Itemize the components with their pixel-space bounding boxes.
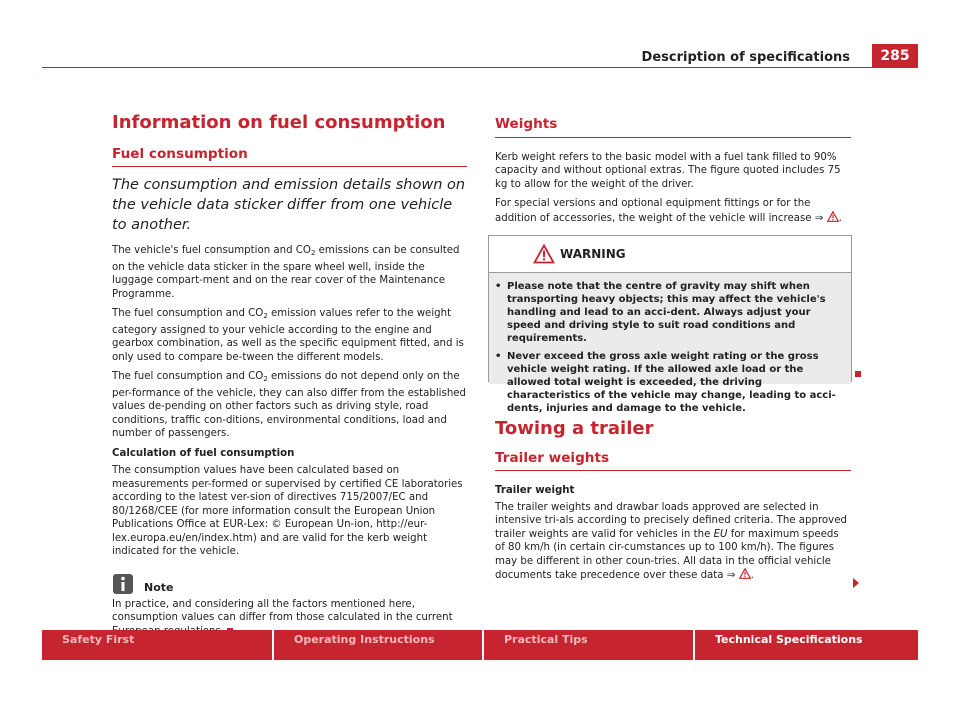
warning-triangle-icon	[739, 568, 751, 579]
warning-triangle-icon	[827, 211, 839, 222]
calc-heading: Calculation of fuel consumption	[112, 447, 295, 459]
trailer-weight-heading: Trailer weight	[495, 485, 575, 496]
section-title-weights: Weights	[495, 116, 558, 132]
footer-tab-operating-instructions[interactable]: Operating Instructions	[274, 630, 482, 660]
note-header	[112, 573, 467, 595]
kerb-weight-paragraph: Kerb weight refers to the basic model with a fuel tank filled to 90% capacity and without optional extras. The figure quoted includes 75 kg to allow for the weight of the driver.	[495, 151, 841, 190]
warning-item: • Never exceed the gross axle weight rating or the gross vehicle weight rating. If the allowed axle load or the allowed total weight is exceeded, the driving characteristics of the vehicle may change, leading to acci-dents, injuries and damage to the vehicle.	[495, 351, 836, 414]
warning-box	[488, 235, 852, 414]
towing-section	[495, 418, 851, 583]
trailer-weights-rule	[495, 470, 851, 471]
calc-paragraph: The consumption values have been calculated based on measurements per-formed or supervised by certified CE laboratories according to the latest ver-sion of directives 715/2007/EC and 80/1268/CEE (for more information consult the European Union Publications Office at EUR-Lex: © European Un-ion, http://eur-lex.europa.eu/en/index.htm) and are valid for the kerb weight indicated for the vehicle.	[112, 465, 463, 557]
subsection-rule	[112, 166, 467, 167]
right-column	[495, 118, 851, 225]
continue-arrow-icon	[852, 578, 860, 588]
header-rule	[42, 67, 918, 68]
paragraph-sticker: The vehicle's fuel consumption and $CO_2$ emissions can be consulted on the vehicle data sticker in the spare wheel well, inside the luggage compart-ment and on the rear cover of the Maintenance Programme.	[112, 245, 460, 300]
accessories-paragraph: For special versions and optional equipment fittings or for the addition of accessories, the weight of the vehicle will increase ⇒ .	[495, 198, 842, 224]
page-number: 285	[872, 44, 918, 68]
trailer-weight-paragraph: The trailer weights and drawbar loads approved are selected in intensive tri-als according to precisely defined criteria. The approved trailer weights are valid for vehicles in the EU for maximum speeds of 80 km/h (in certain cir-cumstances up to 100 km/h). The figures may be different in other coun-tries. All data in the official vehicle documents take precedence over these data ⇒ .	[495, 501, 847, 581]
left-column	[112, 112, 467, 638]
lead-paragraph: The consumption and emission details shown on the vehicle data sticker differ from one vehicle to another.	[112, 177, 466, 233]
running-header-title: Description of specifications	[641, 50, 850, 65]
warning-header	[489, 236, 851, 273]
weights-rule	[495, 137, 851, 138]
section-title-towing: Towing a trailer	[495, 418, 654, 439]
subsection-title-fuel-consumption: Fuel consumption	[112, 145, 248, 162]
end-of-section-marker	[855, 371, 861, 377]
footer-tab-technical-specifications[interactable]: Technical Specifications	[695, 630, 918, 660]
info-note-icon	[112, 573, 134, 595]
warning-body	[489, 273, 851, 414]
paragraph-weight-category: The fuel consumption and $CO_2$ emission values refer to the weight category assigned to your vehicle according to the engine and gearbox combination, as well as the specific equipment fitted, and is only used to compare be-tween the different models.	[112, 308, 464, 363]
paragraph-factors: The fuel consumption and $CO_2$ emissions do not depend only on the per-formance of the vehicle, they can also differ from the established values de-pending on other factors such as driving style, road conditions, traffic con-ditions, environmental conditions, load and number of passengers.	[112, 371, 467, 439]
footer-tab-practical-tips[interactable]: Practical Tips	[484, 630, 693, 660]
warning-item: • Please note that the centre of gravity may shift when transporting heavy objects; this may affect the vehicle's handling and lead to an acci-dent. Always adjust your speed and driving style to suit road conditions and requirements.	[495, 281, 826, 344]
note-text: In practice, and considering all the factors mentioned here, consumption values can differ from those calculated in the current	[112, 598, 467, 639]
footer-tab-safety-first[interactable]: Safety First	[42, 630, 272, 660]
warning-label: WARNING	[560, 247, 626, 261]
note-label: Note	[144, 581, 174, 594]
warning-triangle-icon	[533, 244, 555, 264]
section-title-fuel: Information on fuel consumption	[112, 112, 446, 133]
subsection-title-trailer-weights: Trailer weights	[495, 449, 610, 466]
